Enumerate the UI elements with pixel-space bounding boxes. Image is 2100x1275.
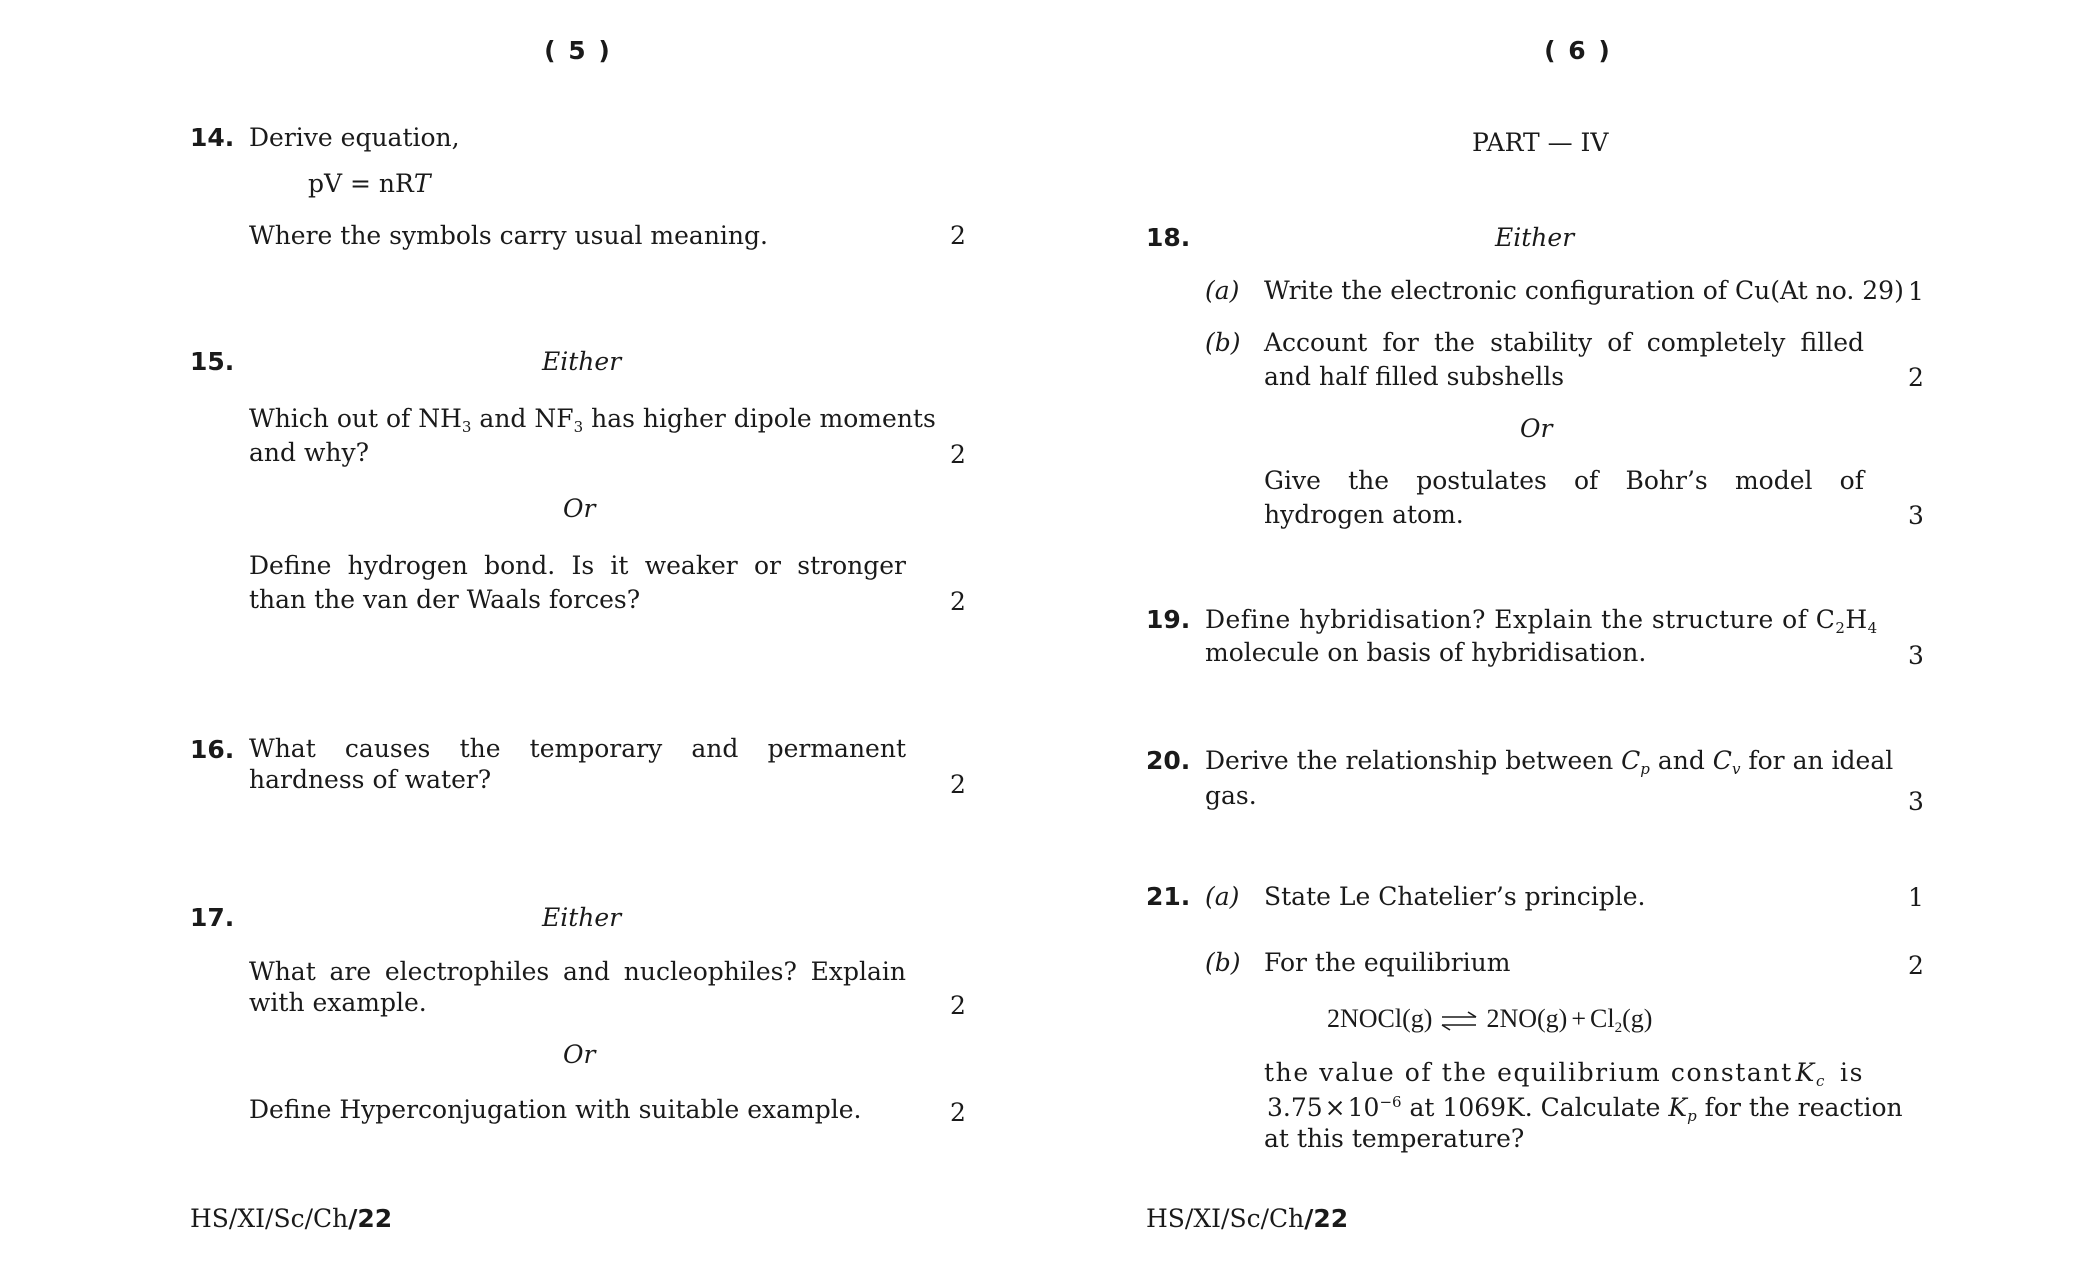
marks: 3 <box>1908 641 1924 670</box>
question-text-line1 <box>1264 1056 1864 1090</box>
plus-sign: + <box>1571 1004 1586 1033</box>
page-number: ( 6 ) <box>1544 36 1612 65</box>
question-text-line3: at this temperature? <box>1264 1124 1525 1153</box>
value: 3.75 <box>1267 1093 1323 1122</box>
text-part: H <box>1845 605 1868 634</box>
question-note: Where the symbols carry usual meaning. <box>249 221 768 250</box>
equilibrium-equation <box>1327 1002 1652 1036</box>
marks: 2 <box>950 221 966 250</box>
marks: 1 <box>1908 277 1924 306</box>
question-text-line2 <box>1267 1091 1903 1125</box>
question-number: 15. <box>190 347 235 376</box>
superscript: −6 <box>1379 1093 1402 1111</box>
subscript: p <box>1687 1107 1697 1125</box>
question-text: Define hydrogen bond. Is it weaker or stronger than the van der Waals forces? <box>249 551 906 614</box>
question-text: For the equilibrium <box>1264 948 1511 977</box>
question-number: 20. <box>1146 746 1191 775</box>
product: 2NO(g) <box>1486 1004 1568 1033</box>
text-part: is <box>1839 1058 1864 1087</box>
text-part: Which out of NH <box>249 404 462 433</box>
question-text: Write the electronic configuration of Cu(At no. 29) <box>1264 276 1904 305</box>
text-part: and <box>1649 746 1713 775</box>
question-text-line2: and why? <box>249 438 369 467</box>
text-part: for an ideal <box>1740 746 1894 775</box>
sub-label: (a) <box>1205 276 1240 305</box>
footer-year: /22 <box>1304 1204 1349 1233</box>
sub-label: (b) <box>1205 328 1241 357</box>
footer-year: /22 <box>348 1204 393 1233</box>
question-text <box>1205 744 1893 778</box>
marks: 2 <box>1908 363 1924 392</box>
text-part: and NF <box>471 404 574 433</box>
equilibrium-arrows-icon <box>1440 1011 1478 1031</box>
or-label: Or <box>563 494 596 523</box>
text-part: for the reaction <box>1696 1093 1903 1122</box>
symbol-C: C <box>1712 746 1732 775</box>
footer <box>1146 1204 1348 1233</box>
question-number: 21. <box>1146 882 1191 911</box>
text-part: at 1069K. Calculate <box>1401 1093 1669 1122</box>
symbol-C: C <box>1621 746 1641 775</box>
reactant: 2NOCl(g) <box>1327 1004 1433 1033</box>
or-label: Or <box>1520 414 1553 443</box>
question-number: 18. <box>1146 223 1191 252</box>
either-label: Either <box>542 903 622 932</box>
question-text-line2: gas. <box>1205 781 1257 810</box>
either-label: Either <box>542 347 622 376</box>
page-number: ( 5 ) <box>544 36 612 65</box>
question-text: What causes the temporary and permanent hardness of water? <box>249 734 906 794</box>
subscript: p <box>1640 760 1650 778</box>
question-text-line2: molecule on basis of hybridisation. <box>1205 638 1647 667</box>
sub-label: (a) <box>1205 882 1240 911</box>
question-text <box>249 402 936 436</box>
question-text <box>1205 603 1878 637</box>
product-state: (g) <box>1622 1004 1653 1033</box>
question-text: State Le Chatelier’s principle. <box>1264 882 1646 911</box>
symbol-K: K <box>1668 1093 1688 1122</box>
subscript: 2 <box>1835 619 1846 637</box>
question-number: 16. <box>190 735 235 764</box>
part-heading: PART — IV <box>1472 128 1609 157</box>
marks: 2 <box>950 770 966 799</box>
times-sign: × <box>1324 1093 1346 1122</box>
marks: 2 <box>950 991 966 1020</box>
question-text: Define Hyperconjugation with suitable example. <box>249 1095 862 1124</box>
question-text: What are electrophiles and nucleophiles? Explain with example. <box>249 957 906 1017</box>
marks: 1 <box>1908 883 1924 912</box>
marks: 3 <box>1908 501 1924 530</box>
kc-is <box>1796 1056 1864 1090</box>
equation <box>308 167 431 201</box>
subscript: 3 <box>573 418 584 436</box>
marks: 2 <box>950 1098 966 1127</box>
subscript: 4 <box>1867 619 1878 637</box>
text-part: the value of the equilibrium constant <box>1264 1058 1793 1087</box>
or-label: Or <box>563 1040 596 1069</box>
question-text: Give the postulates of Bohr’s model of hydrogen atom. <box>1264 466 1864 529</box>
footer-code: HS/XI/Sc/Ch <box>1146 1204 1305 1233</box>
product: Cl <box>1589 1004 1615 1033</box>
subscript: 3 <box>461 418 472 436</box>
text-part: Define hybridisation? Explain the structure of C <box>1205 605 1836 634</box>
marks: 3 <box>1908 787 1924 816</box>
question-number: 19. <box>1146 605 1191 634</box>
text-part: has higher dipole moments <box>583 404 936 433</box>
value: 10 <box>1347 1093 1380 1122</box>
subscript: 2 <box>1614 1020 1623 1036</box>
question-number: 14. <box>190 123 235 152</box>
equation-lhs: pV = nR <box>308 169 414 198</box>
marks: 2 <box>950 587 966 616</box>
question-text: Account for the stability of completely filled and half filled subshells <box>1264 328 1864 391</box>
subscript: v <box>1731 760 1741 778</box>
footer <box>190 1204 392 1233</box>
text-part: Derive the relationship between <box>1205 746 1622 775</box>
marks: 2 <box>1908 951 1924 980</box>
question-number: 17. <box>190 903 235 932</box>
footer-code: HS/XI/Sc/Ch <box>190 1204 349 1233</box>
either-label: Either <box>1495 223 1575 252</box>
equation-T: T <box>413 169 431 198</box>
symbol-K: K <box>1795 1058 1816 1087</box>
question-text: Derive equation, <box>249 123 460 152</box>
marks: 2 <box>950 440 966 469</box>
right-page <box>1050 0 2100 1275</box>
sub-label: (b) <box>1205 948 1241 977</box>
subscript: c <box>1815 1072 1826 1090</box>
